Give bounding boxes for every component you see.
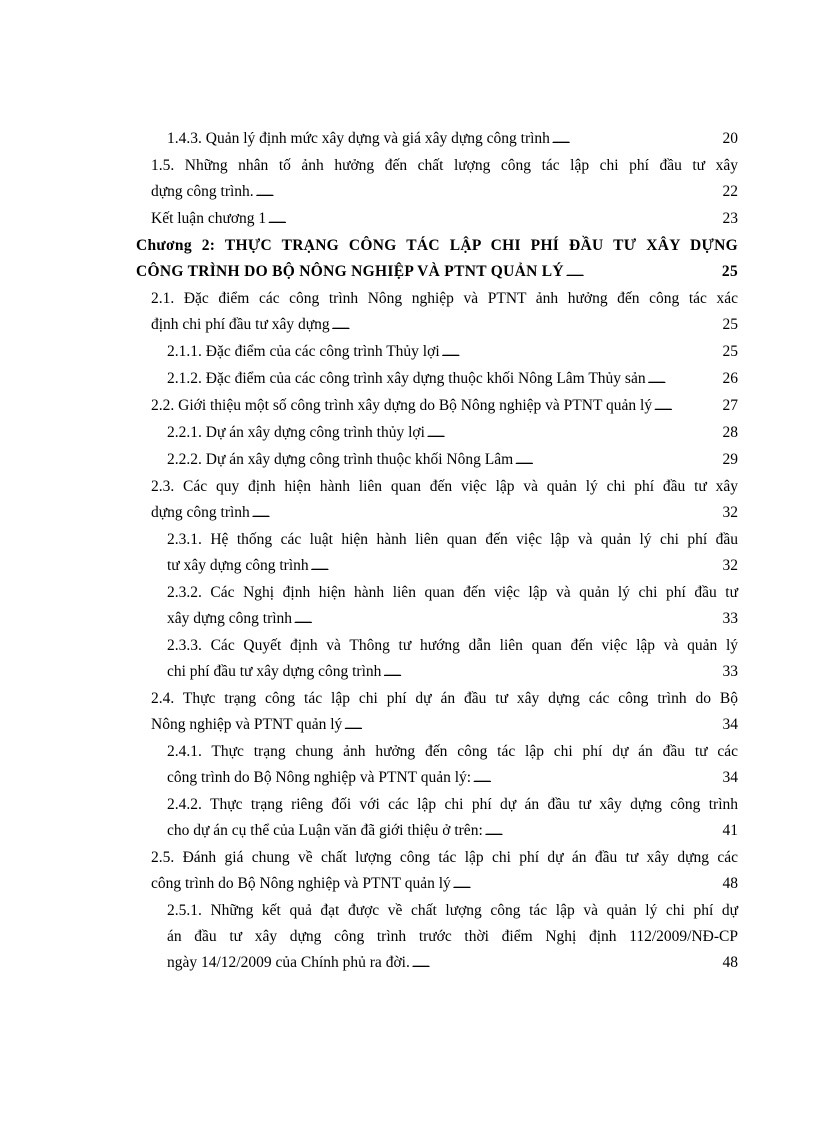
table-of-contents [0, 126, 816, 977]
toc-entry-text: 2.3.2. Các Nghị định hiện hành liên quan đến việc lập và quản lý chi phí đầu tư [167, 584, 738, 601]
toc-page-number: 25 [722, 316, 738, 333]
toc-page-number: 34 [722, 716, 738, 733]
toc-entry-line [151, 286, 738, 312]
toc-entry-text: 2.5.1. Những kết quả đạt được về chất lượng công tác lập và quản lý chi phí dự [167, 902, 738, 919]
dot-leader [256, 179, 704, 206]
toc-entry-line [167, 633, 738, 659]
toc-page-number: 32 [722, 557, 738, 574]
toc-entry-text: 2.5. Đánh giá chung về chất lượng công tác lập chi phí dự án đầu tư xây dựng các [151, 849, 738, 866]
toc-entry-line [167, 366, 738, 393]
dot-leader [654, 393, 704, 420]
toc-entry[interactable] [167, 898, 738, 977]
dot-leader [294, 606, 704, 633]
toc-entry-line [136, 259, 738, 286]
toc-entry-line [167, 553, 738, 580]
dot-leader [485, 818, 704, 845]
toc-entry-text: 2.2. Giới thiệu một số công trình xây dựng do Bộ Nông nghiệp và PTNT quản lý [151, 397, 653, 414]
toc-entry-text: 2.4.2. Thực trạng riêng đối với các lập chi phí dự án đầu tư xây dựng công trình [167, 796, 738, 813]
toc-entry[interactable] [167, 580, 738, 633]
toc-entry-line [167, 818, 738, 845]
toc-entry-text: Kết luận chương 1 [151, 210, 267, 227]
toc-entry-text: cho dự án cụ thể của Luận văn đã giới thiệu ở trên: [167, 822, 483, 839]
toc-page-number: 34 [722, 769, 738, 786]
toc-page-number: 48 [722, 875, 738, 892]
toc-entry-text: công trình do Bộ Nông nghiệp và PTNT quản lý [151, 875, 451, 892]
toc-entry-line [167, 792, 738, 818]
dot-leader [268, 206, 704, 233]
toc-page-number: 33 [722, 663, 738, 680]
toc-entry-line [167, 739, 738, 765]
toc-entry[interactable] [151, 845, 738, 898]
toc-entry-text: Nông nghiệp và PTNT quản lý [151, 716, 343, 733]
dot-leader [311, 553, 704, 580]
toc-entry-text: định chi phí đầu tư xây dựng [151, 316, 330, 333]
dot-leader [427, 420, 704, 447]
toc-entry-text: ngày 14/12/2009 của Chính phủ ra đời. [167, 954, 410, 971]
toc-entry[interactable] [167, 339, 738, 366]
toc-entry[interactable] [167, 527, 738, 580]
toc-entry-line [151, 845, 738, 871]
toc-entry[interactable] [167, 126, 738, 153]
toc-entry-line [151, 206, 738, 233]
toc-entry-text: 2.3.3. Các Quyết định và Thông tư hướng dẫn liên quan đến việc lập và quản lý [167, 637, 738, 654]
dot-leader [344, 712, 704, 739]
toc-entry-line [151, 686, 738, 712]
toc-entry-line [151, 474, 738, 500]
toc-entry-line [167, 339, 738, 366]
dot-leader [453, 871, 704, 898]
toc-entry-text: 2.3.1. Hệ thống các luật hiện hành liên quan đến việc lập và quản lý chi phí đầu [167, 531, 738, 548]
toc-entry-text: chi phí đầu tư xây dựng công trình [167, 663, 382, 680]
toc-page-number: 48 [722, 954, 738, 971]
toc-entry-text: 2.4.1. Thực trạng chung ảnh hưởng đến công tác lập chi phí dự án đầu tư các [167, 743, 738, 760]
dot-leader [515, 447, 704, 474]
toc-entry-text: tư xây dựng công trình [167, 557, 309, 574]
toc-entry-line [167, 924, 738, 950]
toc-entry-line [167, 447, 738, 474]
toc-entry[interactable] [151, 393, 738, 420]
toc-entry-line [151, 312, 738, 339]
toc-entry-text: dựng công trình. [151, 183, 254, 200]
toc-entry-line [167, 765, 738, 792]
dot-leader [552, 126, 704, 153]
toc-entry[interactable] [136, 233, 738, 286]
toc-entry[interactable] [167, 366, 738, 393]
toc-entry-text: 2.1.2. Đặc điểm của các công trình xây dựng thuộc khối Nông Lâm Thủy sản [167, 370, 646, 387]
toc-entry[interactable] [151, 474, 738, 527]
toc-page-number: 23 [722, 210, 738, 227]
toc-entry-line [151, 871, 738, 898]
toc-entry-line [151, 153, 738, 179]
toc-entry-line [167, 659, 738, 686]
toc-entry-line [167, 606, 738, 633]
toc-entry-line [151, 712, 738, 739]
dot-leader [442, 339, 704, 366]
toc-page-number: 26 [722, 370, 738, 387]
toc-page-number: 32 [722, 504, 738, 521]
toc-entry-text: dựng công trình [151, 504, 250, 521]
toc-entry-text: án đầu tư xây dựng công trình trước thời điểm Nghị định 112/2009/NĐ-CP [167, 928, 738, 945]
toc-entry-text: 2.2.1. Dự án xây dựng công trình thủy lợi [167, 424, 425, 441]
toc-entry-text: 2.2.2. Dự án xây dựng công trình thuộc khối Nông Lâm [167, 451, 514, 468]
toc-entry-text: công trình do Bộ Nông nghiệp và PTNT quản lý: [167, 769, 472, 786]
toc-entry-text: 2.3. Các quy định hiện hành liên quan đến việc lập và quản lý chi phí đầu tư xây [151, 478, 738, 495]
toc-page-number: 33 [722, 610, 738, 627]
toc-page-number: 29 [722, 451, 738, 468]
toc-entry-line [167, 580, 738, 606]
toc-entry[interactable] [167, 447, 738, 474]
toc-entry-line [167, 527, 738, 553]
toc-entry[interactable] [167, 420, 738, 447]
toc-page-number: 25 [721, 263, 738, 280]
toc-page-number: 27 [722, 397, 738, 414]
toc-entry-line [151, 500, 738, 527]
toc-entry-line [167, 950, 738, 977]
toc-entry-text: CÔNG TRÌNH DO BỘ NÔNG NGHIỆP VÀ PTNT QUẢN LÝ [136, 263, 564, 280]
toc-entry-text: 2.4. Thực trạng công tác lập chi phí dự án đầu tư xây dựng các công trình do Bộ [151, 690, 738, 707]
toc-page-number: 25 [722, 343, 738, 360]
toc-entry-text: 1.4.3. Quản lý định mức xây dựng và giá xây dựng công trình [167, 130, 550, 147]
toc-entry-line [167, 420, 738, 447]
toc-entry-line [167, 126, 738, 153]
toc-entry-line [167, 898, 738, 924]
toc-entry[interactable] [151, 206, 738, 233]
toc-entry-text: 2.1. Đặc điểm các công trình Nông nghiệp và PTNT ảnh hưởng đến công tác xác [151, 290, 738, 307]
dot-leader [383, 659, 704, 686]
toc-entry-line [136, 233, 738, 259]
toc-entry-text: Chương 2: THỰC TRẠNG CÔNG TÁC LẬP CHI PHÍ ĐẦU TƯ XÂY DỰNG [136, 237, 738, 254]
toc-page-number: 20 [722, 130, 738, 147]
dot-leader [566, 259, 704, 286]
toc-entry-text: 2.1.1. Đặc điểm của các công trình Thủy lợi [167, 343, 440, 360]
toc-entry[interactable] [167, 792, 738, 845]
toc-entry-line [151, 179, 738, 206]
dot-leader [252, 500, 704, 527]
dot-leader [332, 312, 704, 339]
toc-entry-text: xây dựng công trình [167, 610, 293, 627]
toc-entry[interactable] [151, 686, 738, 739]
dot-leader [648, 366, 704, 393]
toc-entry[interactable] [151, 286, 738, 339]
toc-page-number: 41 [722, 822, 738, 839]
dot-leader [412, 950, 704, 977]
toc-page-number: 28 [722, 424, 738, 441]
toc-page-number: 22 [722, 183, 738, 200]
toc-entry[interactable] [167, 739, 738, 792]
toc-entry[interactable] [167, 633, 738, 686]
toc-entry-text: 1.5. Những nhân tố ảnh hưởng đến chất lượng công tác lập chi phí đầu tư xây [151, 157, 738, 174]
dot-leader [473, 765, 704, 792]
toc-entry[interactable] [151, 153, 738, 206]
toc-entry-line [151, 393, 738, 420]
